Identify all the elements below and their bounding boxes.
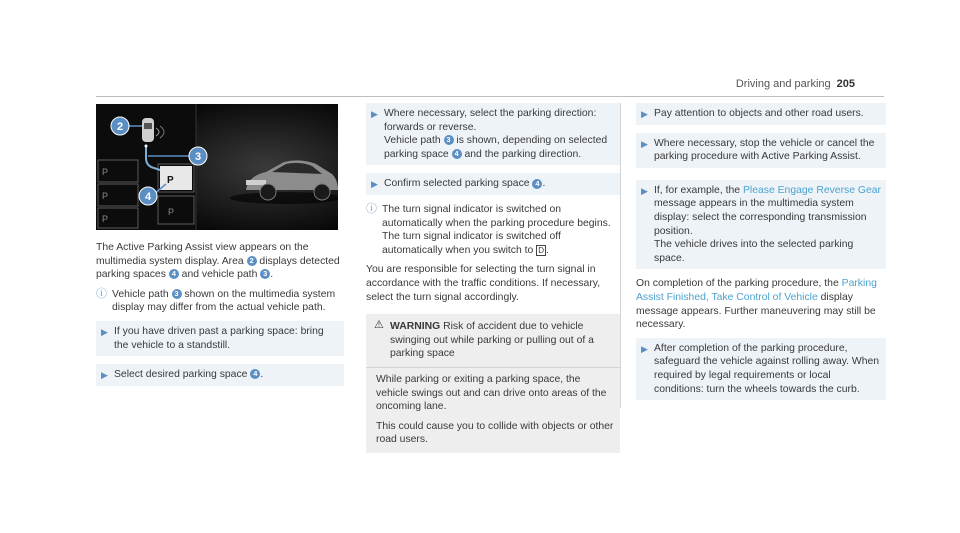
step: ▶ Where necessary, stop the vehicle or cancel the parking procedure with Active Parking Assist. — [636, 133, 886, 168]
step-arrow-icon: ▶ — [101, 326, 108, 337]
warning-triangle-icon: ⚠ — [374, 319, 384, 332]
warning-text: While parking or exiting a parking space, the vehicle swings out and can drive onto areas of the oncoming lane. — [376, 373, 607, 413]
own-car-icon — [142, 118, 154, 142]
warning-box — [366, 314, 620, 453]
warning-header — [366, 314, 620, 368]
info-note: ⓘ The turn signal indicator is switched on automatically when the parking procedure begins. The turn signal indicator is switched off automatically when you switch to D . — [366, 202, 611, 256]
step: ▶ Select desired parking space 4 . — [96, 364, 344, 386]
paragraph: The Active Parking Assist view appears on the multimedia system display. Area 2 displays detected parking spaces 4 and vehicle path 3 . — [96, 242, 340, 281]
callout-badge-4: 4 — [452, 149, 462, 159]
warning-label: WARNING — [390, 321, 441, 333]
callout-badge-4: 4 — [250, 369, 260, 379]
header-rule — [96, 96, 884, 97]
callout-badge-3: 3 — [444, 135, 454, 145]
step: ▶ If you have driven past a parking space: bring the vehicle to a standstill. — [96, 321, 344, 356]
callout-3: 3 — [194, 151, 202, 163]
callout-badge-4: 4 — [169, 269, 179, 279]
parking-assist-illustration — [96, 104, 338, 230]
step: ▶ Where necessary, select the parking direction: forwards or reverse. Vehicle path 3 is shown, depending on selected parking space 4 and the parking direction. — [366, 103, 620, 165]
column-1 — [96, 241, 344, 394]
column-3 — [636, 103, 886, 408]
warning-title: Risk of accident due to vehicle swinging out while parking or pulling out of a parking space — [390, 321, 594, 360]
step: ▶ After completion of the parking procedure, safeguard the vehicle against rolling away. When required by legal requirements or local conditions: turn the wheels towards the curb. — [636, 338, 886, 400]
step-arrow-icon: ▶ — [641, 343, 648, 354]
step-arrow-icon: ▶ — [371, 179, 378, 190]
paragraph: You are responsible for selecting the turn signal in accordance with the traffic conditions. If necessary, select the turn signal accordingly. — [366, 264, 601, 303]
slot-label: P — [102, 191, 109, 201]
slot-label: P — [102, 167, 109, 177]
parking-assist-figure — [96, 104, 338, 230]
step-arrow-icon: ▶ — [641, 109, 648, 119]
column-divider — [620, 103, 621, 408]
callout-4: 4 — [144, 191, 152, 203]
running-header — [736, 78, 855, 90]
callout-badge-3: 3 — [172, 289, 182, 299]
selected-parking-space — [160, 166, 192, 190]
paragraph: On completion of the parking procedure, the Parking Assist Finished, Take Control of Vehicle display message appears. Further maneuvering may still be necessary. — [636, 278, 877, 331]
callout-badge-4: 4 — [532, 179, 542, 189]
step-arrow-icon: ▶ — [641, 185, 648, 196]
display-message: Parking Assist Finished, Take Control of Vehicle — [636, 278, 877, 303]
callout-badge-3: 3 — [260, 269, 270, 279]
page-number: 205 — [836, 78, 855, 90]
callout-badge-2: 2 — [247, 256, 257, 266]
running-title: Driving and parking — [735, 78, 831, 90]
drive-gear-key: D — [538, 245, 544, 255]
callout-2: 2 — [116, 121, 124, 133]
display-message: Please Engage Reverse Gear — [742, 184, 881, 196]
info-note: ⓘ Vehicle path 3 shown on the multimedia system display may differ from the actual vehicle path. — [96, 287, 336, 314]
step: ▶ Confirm selected parking space 4 . — [366, 173, 620, 195]
slot-label: P — [168, 207, 175, 217]
column-2 — [366, 103, 620, 453]
step-arrow-icon: ▶ — [101, 370, 108, 381]
step: ▶ If, for example, the Please Engage Reverse Gear message appears in the multimedia system display: select the corresponding transmission position. The vehicle drives into the selected parking space. — [636, 180, 886, 270]
step: ▶ Pay attention to objects and other road users. — [636, 103, 886, 125]
info-icon: ⓘ — [96, 287, 107, 300]
selected-slot-label: P — [167, 175, 174, 186]
warning-text: This could cause you to collide with objects or other road users. — [376, 420, 614, 446]
warning-body — [366, 368, 620, 453]
slot-label: P — [102, 214, 109, 224]
step-arrow-icon: ▶ — [371, 109, 378, 119]
step-arrow-icon: ▶ — [641, 138, 648, 149]
info-icon: ⓘ — [366, 202, 377, 215]
